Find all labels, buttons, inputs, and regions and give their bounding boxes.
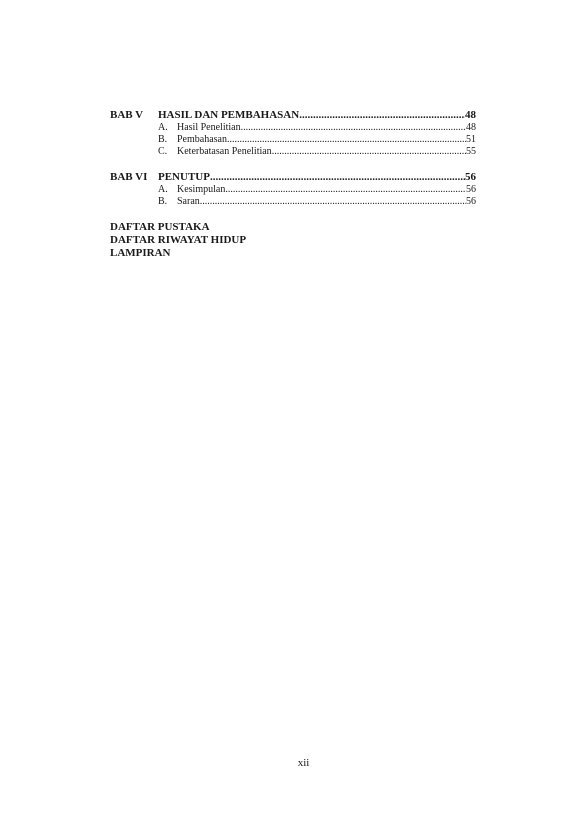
toc-chapter-bab-v (110, 109, 476, 158)
section-page-number: 55 (466, 146, 476, 157)
section-page-number: 56 (466, 184, 476, 195)
section-letter: A. (158, 122, 168, 133)
chapter-number: BAB VI (110, 171, 148, 183)
section-letter: B. (158, 134, 168, 145)
chapter-title: PENUTUP (158, 171, 210, 183)
toc-chapter-row[interactable] (110, 109, 476, 122)
section-letter: A. (158, 184, 168, 195)
section-page-number: 48 (466, 122, 476, 133)
toc-section-row[interactable] (110, 134, 476, 146)
toc-section-row[interactable] (110, 196, 476, 208)
toc-entry-lampiran[interactable]: LAMPIRAN (110, 247, 171, 259)
dot-leader (241, 122, 466, 134)
dot-leader (272, 146, 466, 158)
toc-extras (110, 221, 476, 260)
section-title: Pembahasan (177, 134, 227, 145)
dot-leader (299, 109, 465, 122)
page-number: xii (297, 757, 310, 769)
toc-section-row[interactable] (110, 184, 476, 196)
section-title: Hasil Penelitian (177, 122, 241, 133)
toc-section-row[interactable] (110, 122, 476, 134)
table-of-contents (110, 109, 476, 260)
dot-leader (225, 184, 466, 196)
section-title: Keterbatasan Penelitian (177, 146, 272, 157)
chapter-page-number: 48 (465, 109, 476, 121)
toc-chapter-bab-vi (110, 171, 476, 208)
section-letter: B. (158, 196, 168, 207)
section-letter: C. (158, 146, 168, 157)
toc-entry-daftar-pustaka[interactable]: DAFTAR PUSTAKA (110, 221, 210, 233)
section-title: Kesimpulan (177, 184, 226, 195)
chapter-number: BAB V (110, 109, 144, 121)
toc-section-row[interactable] (110, 146, 476, 158)
page-footer (0, 757, 579, 769)
section-title: Saran (177, 196, 200, 207)
dot-leader (227, 134, 466, 146)
chapter-page-number: 56 (465, 171, 476, 183)
section-page-number: 56 (466, 196, 476, 207)
chapter-title: HASIL DAN PEMBAHASAN (158, 109, 300, 121)
toc-chapter-row[interactable] (110, 171, 476, 184)
dot-leader (210, 171, 465, 184)
toc-entry-daftar-riwayat-hidup[interactable]: DAFTAR RIWAYAT HIDUP (110, 234, 247, 246)
dot-leader (200, 196, 466, 208)
section-page-number: 51 (466, 134, 476, 145)
